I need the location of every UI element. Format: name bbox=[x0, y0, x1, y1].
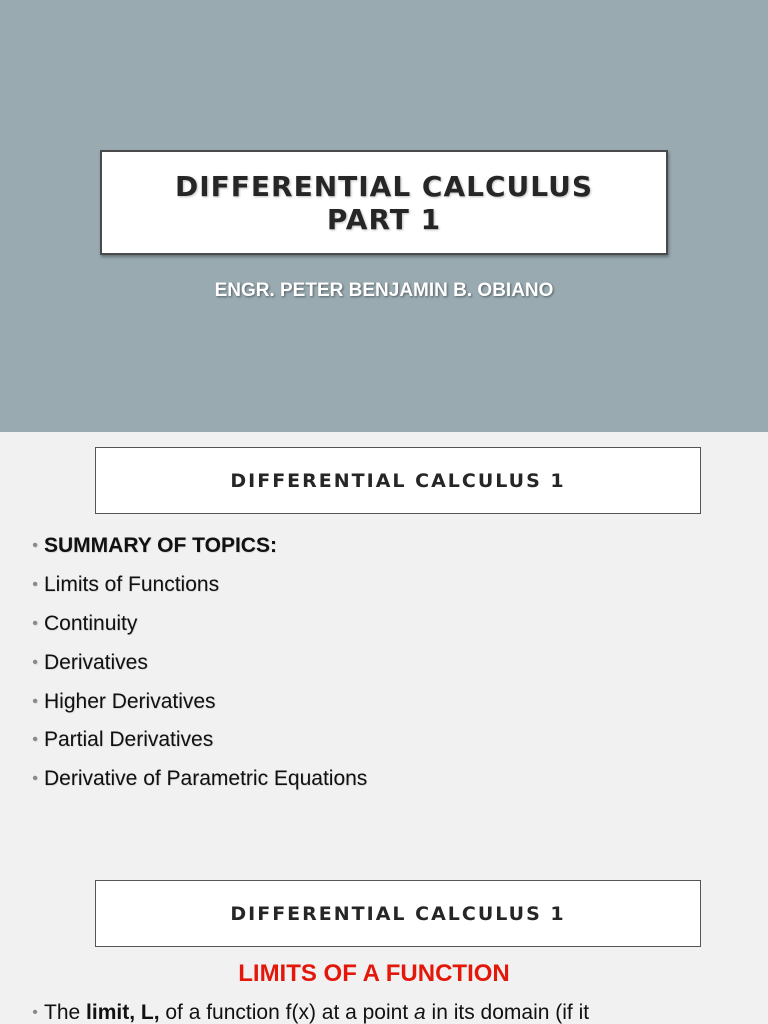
title-box bbox=[100, 150, 668, 255]
body-text-2: of a function f(x) at a point bbox=[159, 1001, 415, 1024]
list-item bbox=[30, 760, 367, 799]
bullet-dot-icon: • bbox=[32, 692, 38, 710]
body-text-1: The bbox=[44, 1001, 87, 1024]
section-title: LIMITS OF A FUNCTION bbox=[238, 960, 510, 987]
list-item-label: SUMMARY OF TOPICS: bbox=[44, 534, 277, 558]
slide-title-line-1: DIFFERENTIAL CALCULUS bbox=[174, 169, 594, 203]
summary-slide bbox=[0, 432, 768, 865]
list-item bbox=[30, 527, 367, 566]
bullet-dot-icon: • bbox=[32, 537, 38, 555]
slide-title-line-2: PART 1 bbox=[326, 202, 442, 236]
bullet-dot-icon: • bbox=[32, 1004, 38, 1021]
list-item bbox=[30, 643, 367, 682]
list-item-label: Limits of Functions bbox=[44, 573, 220, 597]
body-paragraph bbox=[30, 1001, 589, 1024]
slide-header: DIFFERENTIAL CALCULUS 1 bbox=[230, 469, 566, 492]
slide-header-box bbox=[95, 880, 701, 947]
bullet-dot-icon: • bbox=[32, 576, 38, 594]
body-text-3: in its domain (if it bbox=[425, 1001, 590, 1024]
title-slide bbox=[0, 0, 768, 432]
bullet-dot-icon: • bbox=[32, 770, 38, 788]
list-item-label: Derivatives bbox=[44, 650, 148, 674]
list-item-label: Continuity bbox=[44, 611, 138, 635]
slide-header-box bbox=[95, 447, 701, 514]
list-item-label: Partial Derivatives bbox=[44, 728, 214, 752]
list-item-label: Derivative of Parametric Equations bbox=[44, 767, 368, 791]
list-item bbox=[30, 605, 367, 644]
bullet-dot-icon: • bbox=[32, 614, 38, 632]
list-item-label: Higher Derivatives bbox=[44, 689, 216, 713]
body-var-a: a bbox=[414, 1001, 426, 1024]
bullet-dot-icon: • bbox=[32, 731, 38, 749]
author-name: ENGR. PETER BENJAMIN B. OBIANO bbox=[214, 280, 554, 301]
body-term-limit: limit, L, bbox=[86, 1001, 160, 1024]
list-item bbox=[30, 682, 367, 721]
limits-slide bbox=[0, 866, 768, 1024]
list-item bbox=[30, 566, 367, 605]
bullet-dot-icon: • bbox=[32, 653, 38, 671]
list-item bbox=[30, 721, 367, 760]
topics-list bbox=[30, 527, 367, 799]
slide-header: DIFFERENTIAL CALCULUS 1 bbox=[230, 902, 566, 925]
